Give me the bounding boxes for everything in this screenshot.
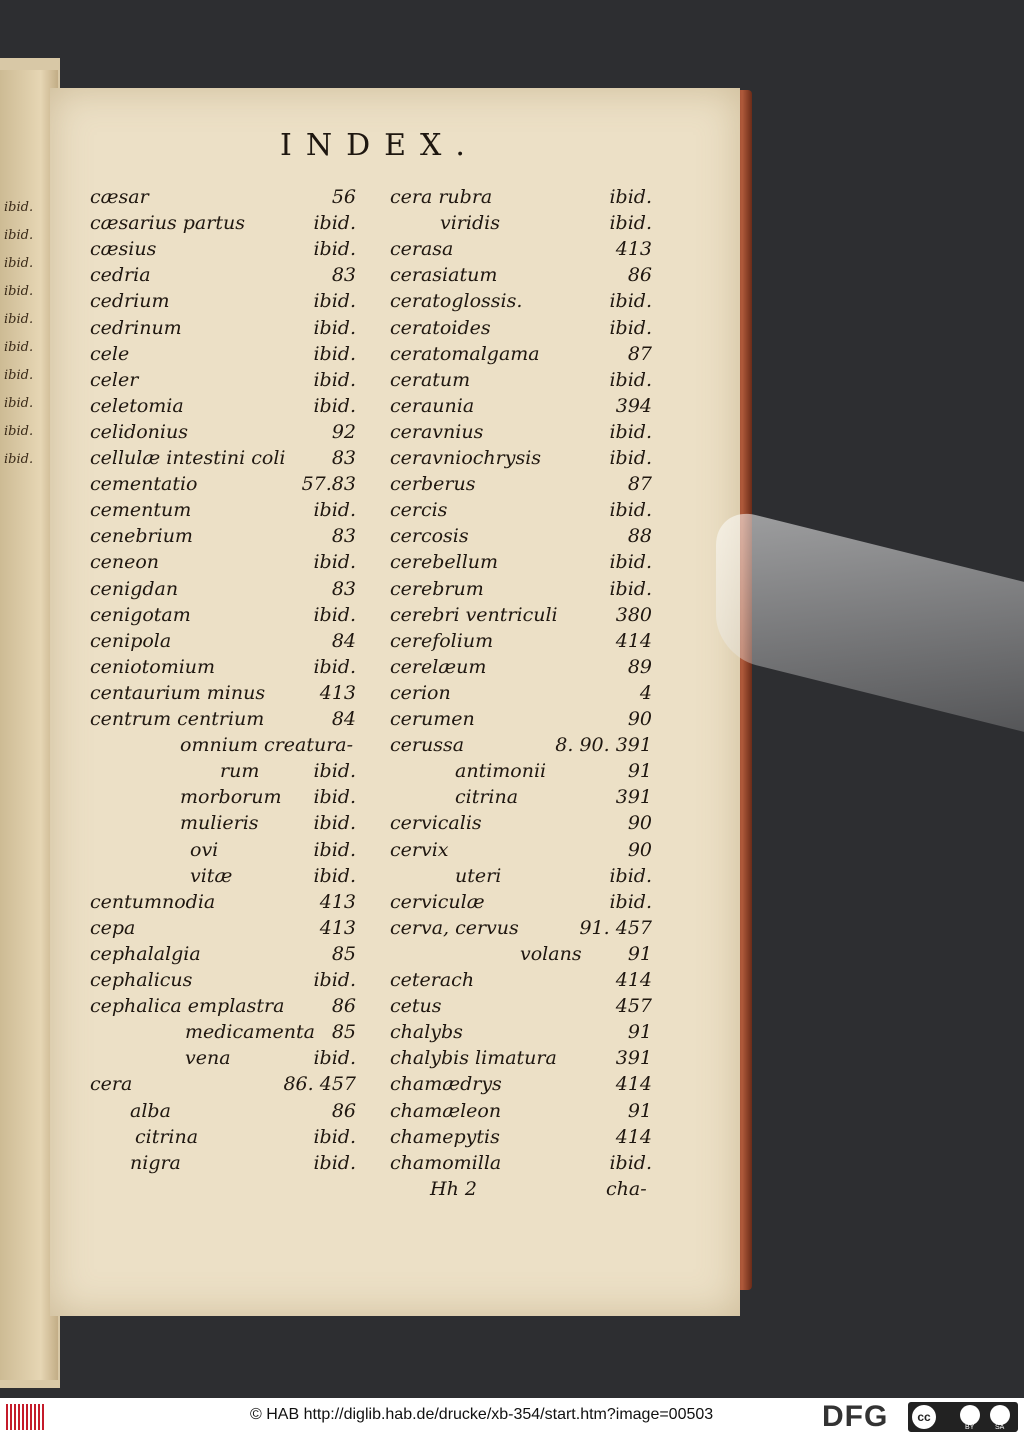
right-index-term: citrina bbox=[455, 786, 519, 809]
left-index-term: cæsius bbox=[90, 238, 157, 261]
right-index-page-ref: ibid. bbox=[609, 890, 652, 913]
right-index-term: cerelæum bbox=[390, 655, 487, 678]
left-index-page-ref: ibid. bbox=[313, 760, 356, 783]
left-index-term: cedrinum bbox=[90, 316, 182, 339]
left-index-page-ref: ibid. bbox=[313, 290, 356, 313]
sa-label: SA bbox=[995, 1424, 1005, 1431]
left-index-term: citrina bbox=[135, 1125, 199, 1148]
left-index-term: cephalalgia bbox=[90, 942, 201, 965]
left-index-term: cephalicus bbox=[90, 969, 193, 991]
index-page bbox=[50, 88, 740, 1316]
left-index-page-ref: 85 bbox=[331, 942, 356, 965]
right-index-term: cerva, cervus bbox=[390, 916, 519, 939]
sa-icon bbox=[990, 1405, 1010, 1425]
right-index-page-ref: ibid. bbox=[609, 447, 652, 469]
by-icon bbox=[960, 1405, 980, 1425]
right-index-term: cerussa bbox=[390, 734, 465, 757]
glass-page-holder bbox=[716, 505, 1024, 735]
right-index-term: cerasiatum bbox=[390, 264, 498, 287]
right-index-page-ref: ibid. bbox=[609, 368, 652, 391]
right-index-page-ref: 91 bbox=[627, 942, 652, 965]
right-index-term: cercis bbox=[390, 499, 448, 522]
left-index-page-ref: 84 bbox=[331, 708, 356, 730]
right-index-term: chalybs bbox=[390, 1021, 463, 1044]
left-index-page-ref: 413 bbox=[319, 916, 356, 939]
right-index-term: cerberus bbox=[390, 473, 476, 496]
left-index-term: cementatio bbox=[90, 473, 198, 496]
right-index-page-ref: ibid. bbox=[609, 186, 652, 208]
left-index-term: cæsar bbox=[90, 186, 149, 208]
cc-license-badge[interactable] bbox=[908, 1402, 1018, 1432]
right-index-page-ref: 90 bbox=[627, 708, 652, 730]
right-index-term: chamædrys bbox=[390, 1073, 502, 1096]
right-index-term: ceratomalgama bbox=[390, 342, 540, 365]
right-index-term: cerefolium bbox=[390, 629, 494, 652]
prev-page-fragment-text: ibid. bbox=[4, 368, 34, 383]
right-index-term: cerebri ventriculi bbox=[390, 603, 558, 626]
right-index-term: ceravniochrysis bbox=[390, 447, 542, 469]
left-index-term: omnium creatura- bbox=[180, 734, 354, 757]
right-index-page-ref: 414 bbox=[615, 969, 652, 991]
left-index-page-ref: ibid. bbox=[313, 368, 356, 391]
right-index-page-ref: ibid. bbox=[609, 212, 652, 235]
left-index-page-ref: 83 bbox=[331, 525, 356, 548]
right-index-page-ref: 391 bbox=[615, 786, 652, 809]
right-index-page-ref: 457 bbox=[615, 995, 652, 1018]
right-index-term: cerasa bbox=[390, 238, 454, 261]
page-title: INDEX. bbox=[280, 128, 479, 163]
right-index-term: cercosis bbox=[390, 525, 469, 548]
left-index-page-ref: ibid. bbox=[313, 394, 356, 417]
right-index-page-ref: ibid. bbox=[609, 1151, 652, 1174]
right-index-term: chamepytis bbox=[390, 1125, 500, 1148]
right-index-page-ref: ibid. bbox=[609, 499, 652, 522]
left-index-term: cenipola bbox=[90, 629, 172, 652]
left-index-page-ref: ibid. bbox=[313, 1047, 356, 1070]
right-index-page-ref: 8. 90. 391 bbox=[555, 734, 652, 757]
right-index-page-ref: 87 bbox=[627, 342, 652, 365]
left-index-term: ceniotomium bbox=[90, 655, 216, 678]
right-index-term: viridis bbox=[440, 212, 500, 235]
right-index-term: cerebrum bbox=[390, 577, 484, 600]
left-index-page-ref: ibid. bbox=[313, 551, 356, 574]
left-index-term: cenebrium bbox=[90, 525, 193, 548]
right-index-page-ref: 89 bbox=[627, 655, 652, 678]
left-index-page-ref: ibid. bbox=[313, 786, 356, 809]
right-index-page-ref: ibid. bbox=[609, 420, 652, 443]
right-index-term: ceratoglossis. bbox=[390, 290, 523, 313]
left-index-page-ref: 84 bbox=[331, 629, 356, 652]
right-index-page-ref: 90 bbox=[627, 838, 652, 861]
left-index-term: cepa bbox=[90, 916, 136, 939]
right-index-term: ceratoides bbox=[390, 316, 491, 339]
left-index-term: centrum centrium bbox=[90, 708, 265, 730]
right-index-page-ref: 414 bbox=[615, 629, 652, 652]
right-index-page-ref: 90 bbox=[627, 812, 652, 835]
left-index-page-ref: 86 bbox=[331, 995, 356, 1018]
left-index-page-ref: 413 bbox=[319, 890, 356, 913]
left-index-page-ref: ibid. bbox=[313, 316, 356, 339]
right-index-page-ref: 413 bbox=[615, 238, 652, 261]
left-index-term: celidonius bbox=[90, 420, 188, 443]
right-index-term: chamæleon bbox=[390, 1099, 502, 1122]
left-index-page-ref: ibid. bbox=[313, 864, 356, 887]
right-index-term: cerebellum bbox=[390, 551, 499, 574]
right-index-term: cetus bbox=[390, 995, 442, 1018]
left-index-page-ref: 57.83 bbox=[301, 473, 356, 496]
left-index-page-ref: 83 bbox=[331, 577, 356, 600]
right-index-page-ref: 414 bbox=[615, 1073, 652, 1096]
left-index-term: ceneon bbox=[90, 551, 160, 574]
left-index-term: cera bbox=[90, 1073, 133, 1096]
prev-page-fragment-text: ibid. bbox=[4, 396, 34, 411]
right-index-term: cerviculæ bbox=[390, 890, 485, 913]
right-index-page-ref: 380 bbox=[615, 603, 652, 626]
right-index-term: cerumen bbox=[390, 708, 475, 730]
left-index-page-ref: 86. 457 bbox=[283, 1073, 356, 1096]
left-index-term: cenigotam bbox=[90, 603, 191, 626]
left-index-term: cementum bbox=[90, 499, 192, 522]
dfg-logo: DFG bbox=[822, 1400, 889, 1433]
left-index-page-ref: ibid. bbox=[313, 838, 356, 861]
left-index-term: alba bbox=[130, 1099, 171, 1122]
left-index-page-ref: ibid. bbox=[313, 603, 356, 626]
left-index-term: cenigdan bbox=[90, 577, 179, 600]
right-index-page-ref: 4 bbox=[639, 681, 652, 704]
right-index-term: ceratum bbox=[390, 368, 471, 391]
prev-page-fragment-text: ibid. bbox=[4, 340, 34, 355]
signature-mark: Hh 2 bbox=[430, 1178, 477, 1200]
prev-page-fragment-text: ibid. bbox=[4, 312, 34, 327]
right-index-term: uteri bbox=[455, 864, 502, 887]
left-index-term: cedrium bbox=[90, 290, 170, 313]
hab-logo-icon bbox=[6, 1404, 48, 1430]
left-index-term: nigra bbox=[130, 1151, 181, 1174]
copyright-link[interactable]: © HAB http://diglib.hab.de/drucke/xb-354/start.htm?image=00503 bbox=[250, 1406, 714, 1423]
left-index-page-ref: ibid. bbox=[313, 655, 356, 678]
left-index-term: vitæ bbox=[190, 864, 233, 887]
prev-page-fragment-text: ibid. bbox=[4, 200, 34, 215]
left-index-page-ref: ibid. bbox=[313, 238, 356, 261]
prev-page-fragment-text: ibid. bbox=[4, 284, 34, 299]
prev-page-fragment-text: ibid. bbox=[4, 228, 34, 243]
prev-page-fragment-text: ibid. bbox=[4, 452, 34, 467]
right-index-page-ref: 91. 457 bbox=[579, 916, 652, 939]
left-index-term: cæsarius partus bbox=[90, 212, 245, 235]
left-index-term: cellulæ intestini coli bbox=[90, 447, 286, 469]
left-index-page-ref: ibid. bbox=[313, 969, 356, 991]
left-index-page-ref: 83 bbox=[331, 447, 356, 469]
right-index-page-ref: 87 bbox=[627, 473, 652, 496]
left-index-page-ref: ibid. bbox=[313, 1125, 356, 1148]
left-index-term: cephalica emplastra bbox=[90, 995, 285, 1018]
right-index-term: ceravnius bbox=[390, 420, 484, 443]
left-index-page-ref: 92 bbox=[331, 420, 356, 443]
left-index-page-ref: ibid. bbox=[313, 212, 356, 235]
right-index-page-ref: 91 bbox=[627, 1021, 652, 1044]
right-index-term: cervicalis bbox=[390, 812, 482, 835]
left-index-term: cedria bbox=[90, 264, 151, 287]
left-index-page-ref: 56 bbox=[331, 186, 356, 208]
footer-bar bbox=[0, 1398, 1024, 1436]
catchword: cha- bbox=[606, 1178, 647, 1200]
right-index-page-ref: 86 bbox=[627, 264, 652, 287]
left-index-term: centumnodia bbox=[90, 890, 216, 913]
left-index-term: mulieris bbox=[180, 812, 259, 835]
right-index-page-ref: ibid. bbox=[609, 290, 652, 313]
left-index-term: medicamenta bbox=[185, 1021, 315, 1044]
left-index-term: morborum bbox=[180, 786, 282, 809]
right-index-page-ref: ibid. bbox=[609, 577, 652, 600]
right-index-page-ref: ibid. bbox=[609, 551, 652, 574]
right-index-term: cerion bbox=[390, 681, 451, 704]
left-index-page-ref: 413 bbox=[319, 681, 356, 704]
right-index-page-ref: 88 bbox=[627, 525, 652, 548]
left-index-term: celer bbox=[90, 368, 139, 391]
left-index-term: celetomia bbox=[90, 394, 184, 417]
left-index-term: cele bbox=[90, 342, 130, 365]
right-index-page-ref: 91 bbox=[627, 1099, 652, 1122]
left-index-term: vena bbox=[185, 1047, 231, 1070]
right-index-page-ref: 391 bbox=[615, 1047, 652, 1070]
right-index-term: ceterach bbox=[390, 969, 475, 991]
left-index-page-ref: ibid. bbox=[313, 499, 356, 522]
right-index-term: cervix bbox=[390, 838, 449, 861]
by-label: BY bbox=[965, 1424, 975, 1431]
right-index-term: antimonii bbox=[455, 760, 547, 783]
right-index-term: cera rubra bbox=[390, 186, 493, 208]
right-index-page-ref: 414 bbox=[615, 1125, 652, 1148]
right-index-page-ref: 91 bbox=[627, 760, 652, 783]
right-index-page-ref: ibid. bbox=[609, 864, 652, 887]
right-index-term: chamomilla bbox=[390, 1151, 502, 1174]
left-index-page-ref: 85 bbox=[331, 1021, 356, 1044]
cc-icon: cc bbox=[912, 1405, 936, 1429]
left-index-page-ref: ibid. bbox=[313, 812, 356, 835]
left-index-page-ref: ibid. bbox=[313, 1151, 356, 1174]
right-index-page-ref: ibid. bbox=[609, 316, 652, 339]
left-index-page-ref: 83 bbox=[331, 264, 356, 287]
right-index-term: ceraunia bbox=[390, 394, 475, 417]
left-index-page-ref: ibid. bbox=[313, 342, 356, 365]
left-index-term: centaurium minus bbox=[90, 681, 266, 704]
prev-page-fragment-text: ibid. bbox=[4, 256, 34, 271]
right-index-term: volans bbox=[520, 942, 582, 965]
left-index-term: rum bbox=[220, 760, 260, 783]
right-index-page-ref: 394 bbox=[615, 394, 652, 417]
left-index-page-ref: 86 bbox=[331, 1099, 356, 1122]
prev-page-fragment-text: ibid. bbox=[4, 424, 34, 439]
left-index-term: ovi bbox=[190, 838, 219, 861]
right-index-term: chalybis limatura bbox=[390, 1047, 557, 1070]
